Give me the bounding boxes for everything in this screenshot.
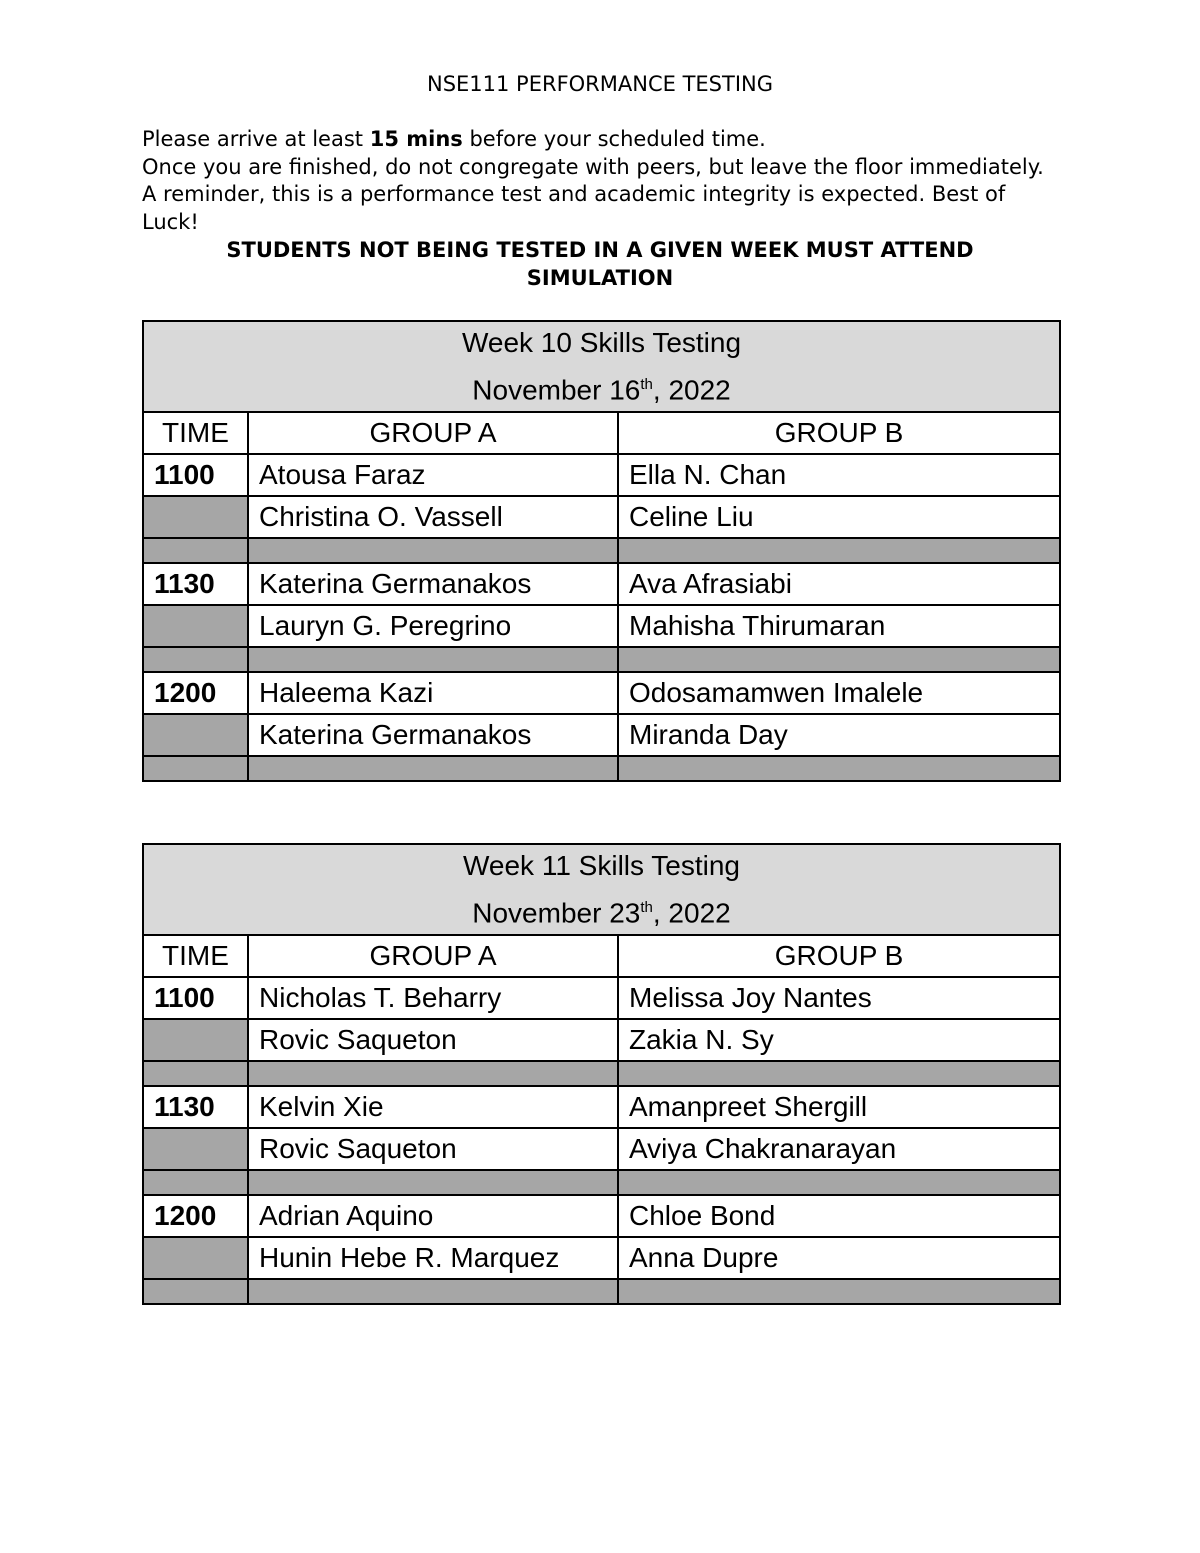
simulation-warning: STUDENTS NOT BEING TESTED IN A GIVEN WEEK MUST ATTEND SIMULATION (226, 238, 974, 290)
spacer-cell (618, 647, 1060, 672)
spacer-cell (618, 538, 1060, 563)
week-header-cell (143, 321, 1060, 412)
group-b-student: Odosamamwen Imalele (618, 672, 1060, 714)
table-row (143, 1128, 1060, 1170)
spacer-cell (248, 756, 618, 781)
week-date (154, 887, 1049, 934)
date-year: , 2022 (652, 897, 731, 929)
arrival-text: Please arrive at least (142, 127, 370, 151)
time-cell-empty (143, 1128, 248, 1170)
date-suffix: th (640, 376, 653, 393)
spacer-cell (143, 1061, 248, 1086)
table-row (143, 672, 1060, 714)
spacer-row (143, 1279, 1060, 1304)
group-b-student: Celine Liu (618, 496, 1060, 538)
spacer-cell (248, 1279, 618, 1304)
week-title: Week 10 Skills Testing (461, 327, 742, 358)
group-b-student: Ella N. Chan (618, 454, 1060, 496)
spacer-cell (618, 1061, 1060, 1086)
table-row (143, 1195, 1060, 1237)
time-cell-empty (143, 714, 248, 756)
group-b-student: Amanpreet Shergill (618, 1086, 1060, 1128)
group-b-student: Aviya Chakranarayan (618, 1128, 1060, 1170)
spacer-cell (618, 1279, 1060, 1304)
group-a-student: Hunin Hebe R. Marquez (248, 1237, 618, 1279)
reminder-note: Once you are finished, do not congregate with peers, but leave the floor immediately. A reminder, this is a performance test and academic integrity is expected. Best of Luck! (142, 154, 1044, 234)
slot-time: 1200 (143, 1195, 248, 1237)
spacer-row (143, 1170, 1060, 1195)
table-row (143, 496, 1060, 538)
group-a-student: Lauryn G. Peregrino (248, 605, 618, 647)
spacer-cell (143, 647, 248, 672)
group-a-student: Adrian Aquino (248, 1195, 618, 1237)
slot-time: 1100 (143, 454, 248, 496)
week-title: Week 11 Skills Testing (462, 850, 741, 881)
group-b-student: Mahisha Thirumaran (618, 605, 1060, 647)
group-b-student: Ava Afrasiabi (618, 563, 1060, 605)
spacer-row (143, 1061, 1060, 1086)
spacer-cell (143, 1170, 248, 1195)
date-main: November 23 (472, 897, 641, 929)
time-cell-empty (143, 1019, 248, 1061)
table-row (143, 605, 1060, 647)
time-cell-empty (143, 1237, 248, 1279)
date-year: , 2022 (652, 374, 731, 406)
spacer-cell (248, 538, 618, 563)
week-header (143, 321, 1060, 412)
spacer-cell (248, 1170, 618, 1195)
group-a-student: Nicholas T. Beharry (248, 977, 618, 1019)
col-header-group-a: GROUP A (248, 412, 618, 454)
col-header-group-b: GROUP B (618, 412, 1060, 454)
slot-time: 1130 (143, 1086, 248, 1128)
time-cell-empty (143, 496, 248, 538)
table-row (143, 714, 1060, 756)
spacer-cell (248, 647, 618, 672)
week-10-schedule-table (142, 320, 1061, 782)
spacer-cell (143, 1279, 248, 1304)
week-11-schedule-table (142, 843, 1061, 1305)
spacer-cell (248, 1061, 618, 1086)
group-b-student: Zakia N. Sy (618, 1019, 1060, 1061)
group-b-student: Miranda Day (618, 714, 1060, 756)
spacer-cell (618, 756, 1060, 781)
arrival-minutes: 15 mins (369, 127, 463, 151)
group-a-student: Rovic Saqueton (248, 1019, 618, 1061)
spacer-row (143, 756, 1060, 781)
date-suffix: th (640, 899, 653, 916)
spacer-row (143, 538, 1060, 563)
time-cell-empty (143, 605, 248, 647)
spacer-cell (143, 538, 248, 563)
group-b-student: Anna Dupre (618, 1237, 1060, 1279)
week-header-cell (143, 844, 1060, 935)
spacer-cell (618, 1170, 1060, 1195)
table-row (143, 1086, 1060, 1128)
column-header-row (143, 412, 1060, 454)
slot-time: 1100 (143, 977, 248, 1019)
table-row (143, 1019, 1060, 1061)
slot-time: 1200 (143, 672, 248, 714)
group-a-student: Atousa Faraz (248, 454, 618, 496)
group-a-student: Katerina Germanakos (248, 563, 618, 605)
table-row (143, 977, 1060, 1019)
instructions (142, 126, 1062, 236)
arrival-note (142, 126, 1062, 154)
date-main: November 16 (472, 374, 641, 406)
col-header-group-b: GROUP B (618, 935, 1060, 977)
col-header-time: TIME (143, 935, 248, 977)
slot-time: 1130 (143, 563, 248, 605)
week-date (154, 364, 1049, 411)
spacer-row (143, 647, 1060, 672)
col-header-time: TIME (143, 412, 248, 454)
week-header (143, 844, 1060, 935)
group-a-student: Christina O. Vassell (248, 496, 618, 538)
group-a-student: Kelvin Xie (248, 1086, 618, 1128)
page-title: NSE111 PERFORMANCE TESTING (426, 72, 774, 96)
table-row (143, 454, 1060, 496)
group-a-student: Haleema Kazi (248, 672, 618, 714)
col-header-group-a: GROUP A (248, 935, 618, 977)
group-b-student: Chloe Bond (618, 1195, 1060, 1237)
group-a-student: Rovic Saqueton (248, 1128, 618, 1170)
table-row (143, 1237, 1060, 1279)
arrival-text-end: before your scheduled time. (462, 127, 766, 151)
column-header-row (143, 935, 1060, 977)
group-b-student: Melissa Joy Nantes (618, 977, 1060, 1019)
table-row (143, 563, 1060, 605)
group-a-student: Katerina Germanakos (248, 714, 618, 756)
spacer-cell (143, 756, 248, 781)
